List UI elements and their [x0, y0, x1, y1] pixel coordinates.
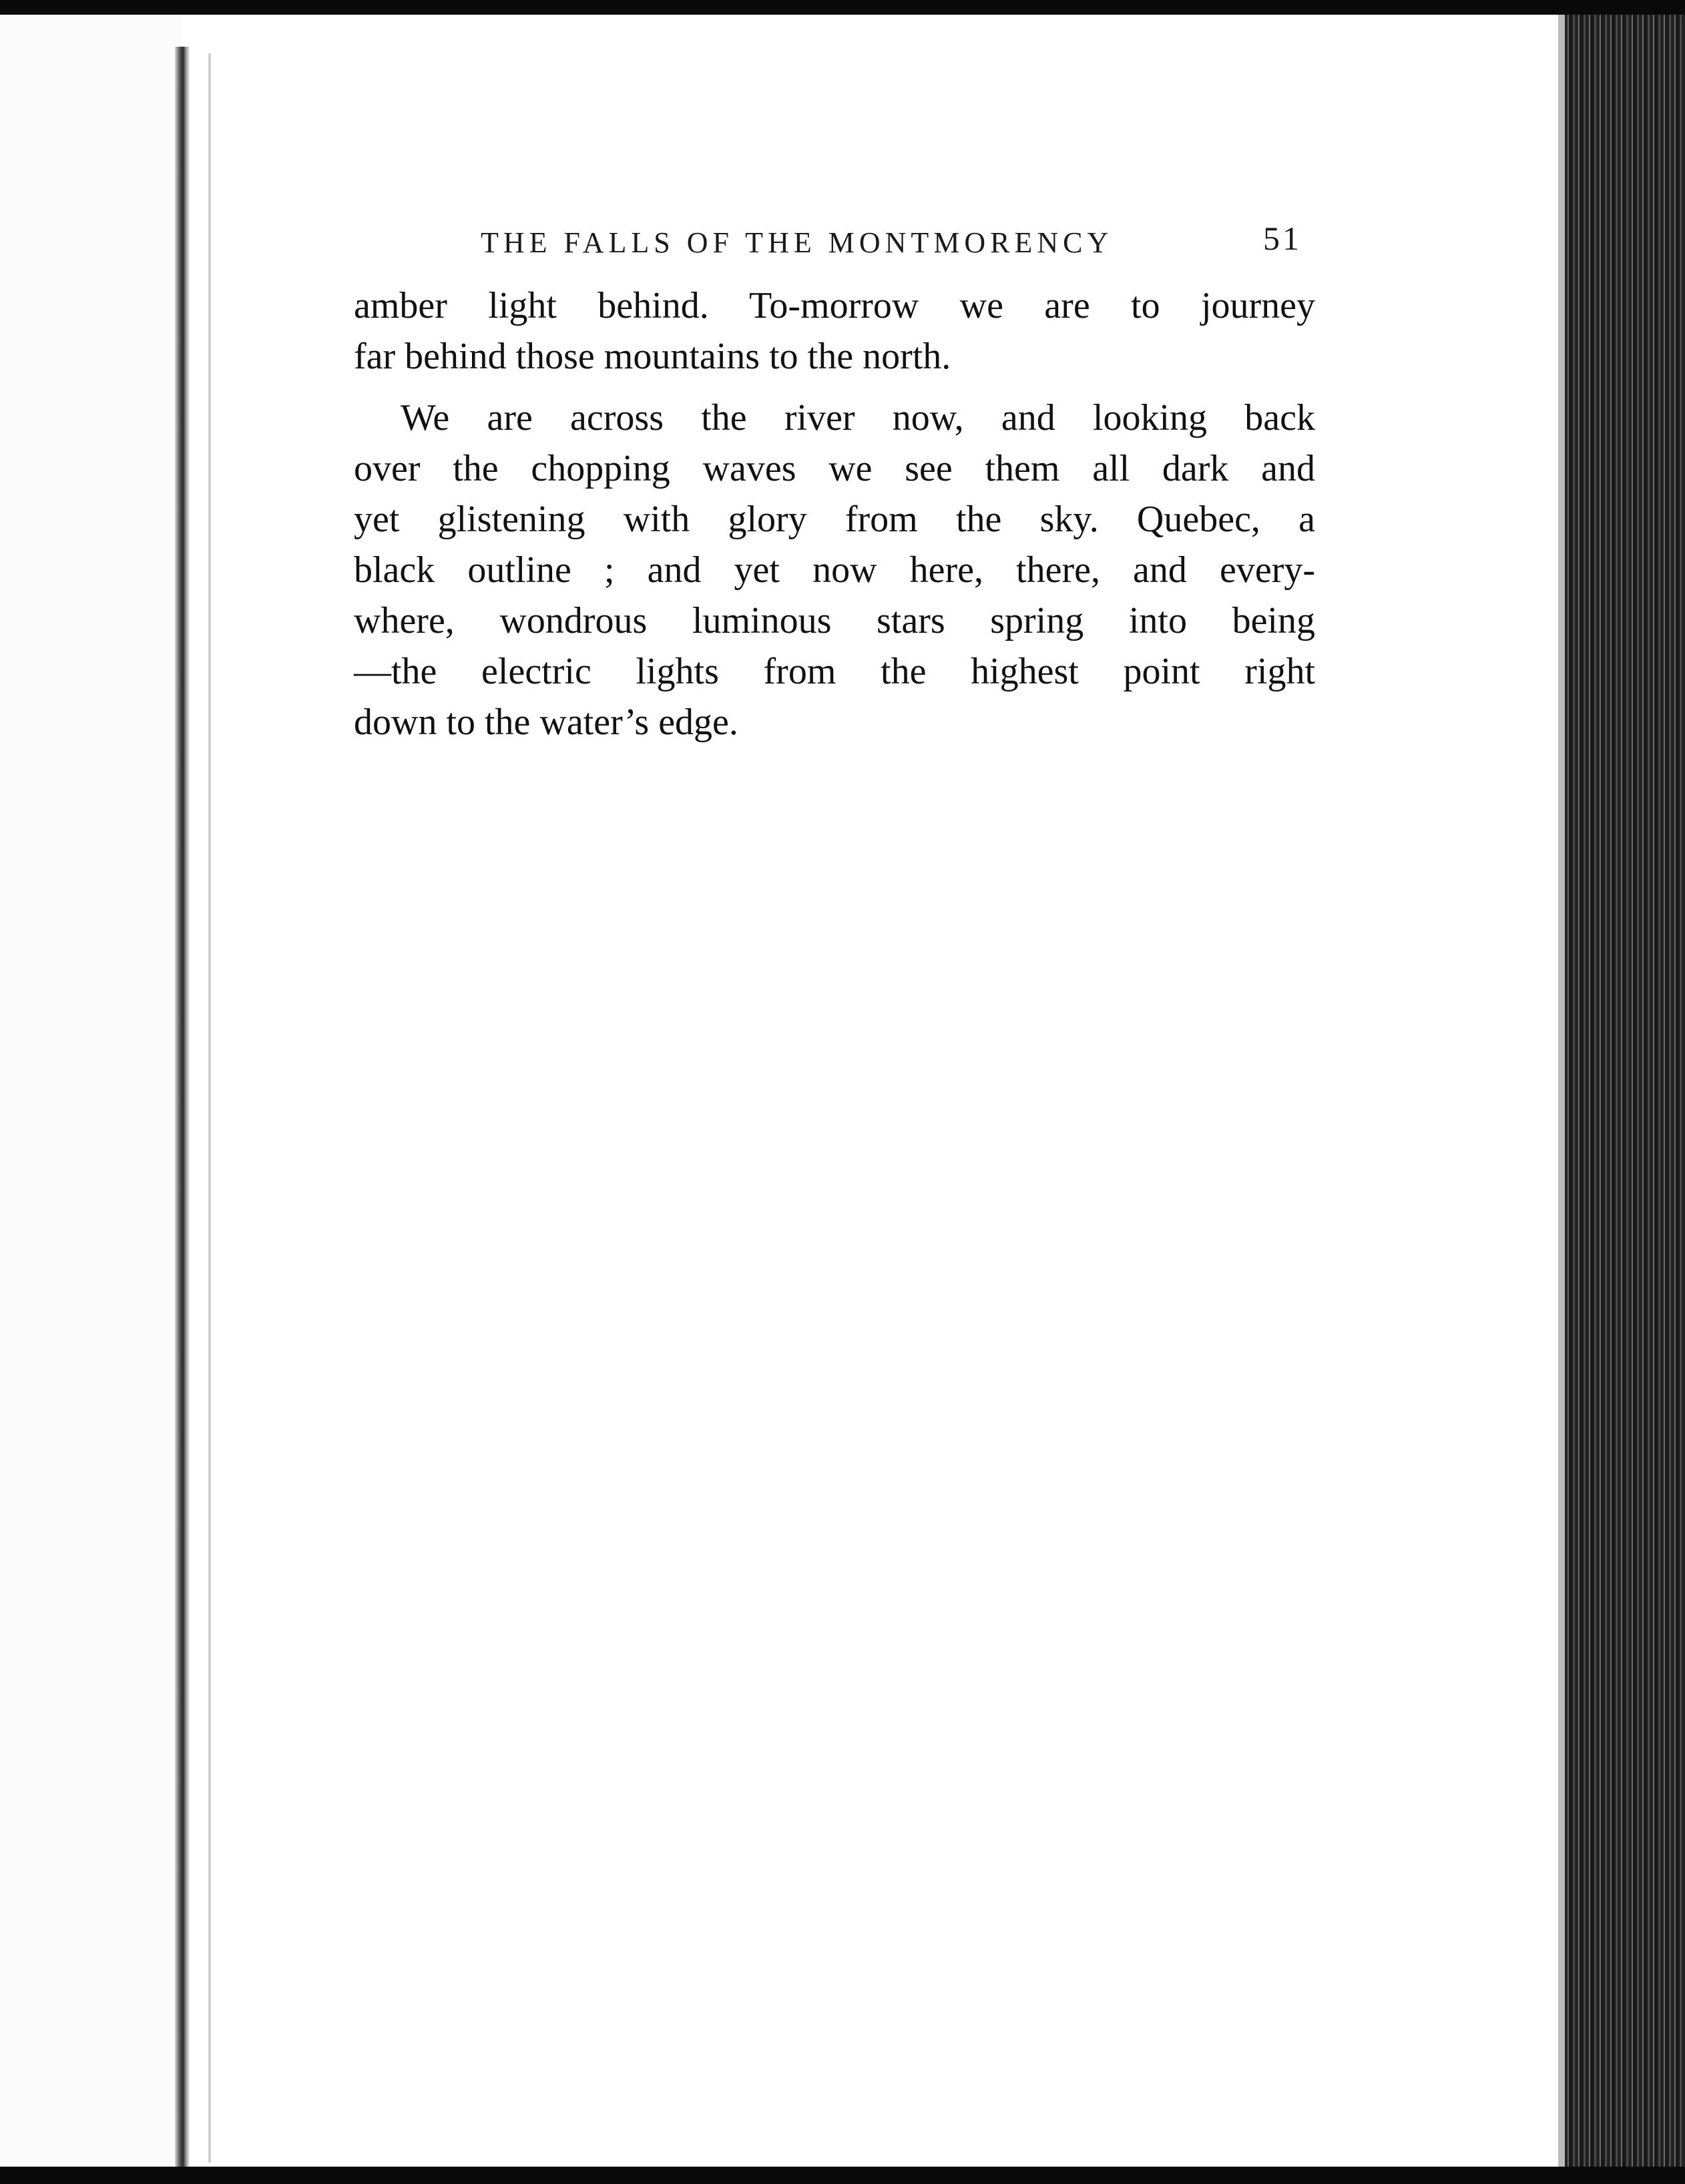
text-line: down to the water’s edge.: [354, 702, 738, 743]
scan-border-top: [0, 0, 1685, 15]
facing-page-left: [0, 15, 180, 2167]
gutter-shadow-line: [208, 53, 211, 2163]
page-number: 51: [1263, 220, 1302, 257]
page-fore-edge: [1558, 15, 1685, 2167]
text-line: far behind those mountains to the north.: [354, 336, 951, 377]
text-line: —the electric lights from the highest point right: [354, 651, 1315, 692]
scan-border-bottom: [0, 2167, 1685, 2184]
page-edge-highlight: [1558, 15, 1565, 2167]
running-head-title: THE FALLS OF THE MONTMORENCY: [481, 226, 1114, 259]
paragraph: [354, 392, 1315, 748]
body-text: [354, 280, 1315, 748]
book-gutter: [175, 47, 190, 2167]
text-line: amber light behind. To-morrow we are to journey: [354, 285, 1315, 326]
text-line: black outline ; and yet now here, there, and every-: [354, 549, 1315, 591]
text-line: yet glistening with glory from the sky. Quebec, a: [354, 499, 1315, 540]
text-line: We are across the river now, and looking back: [401, 397, 1315, 439]
text-line: where, wondrous luminous stars spring into being: [354, 600, 1315, 641]
running-header: [481, 219, 1302, 266]
paragraph: [354, 280, 1315, 382]
text-line: over the chopping waves we see them all dark and: [354, 448, 1315, 489]
